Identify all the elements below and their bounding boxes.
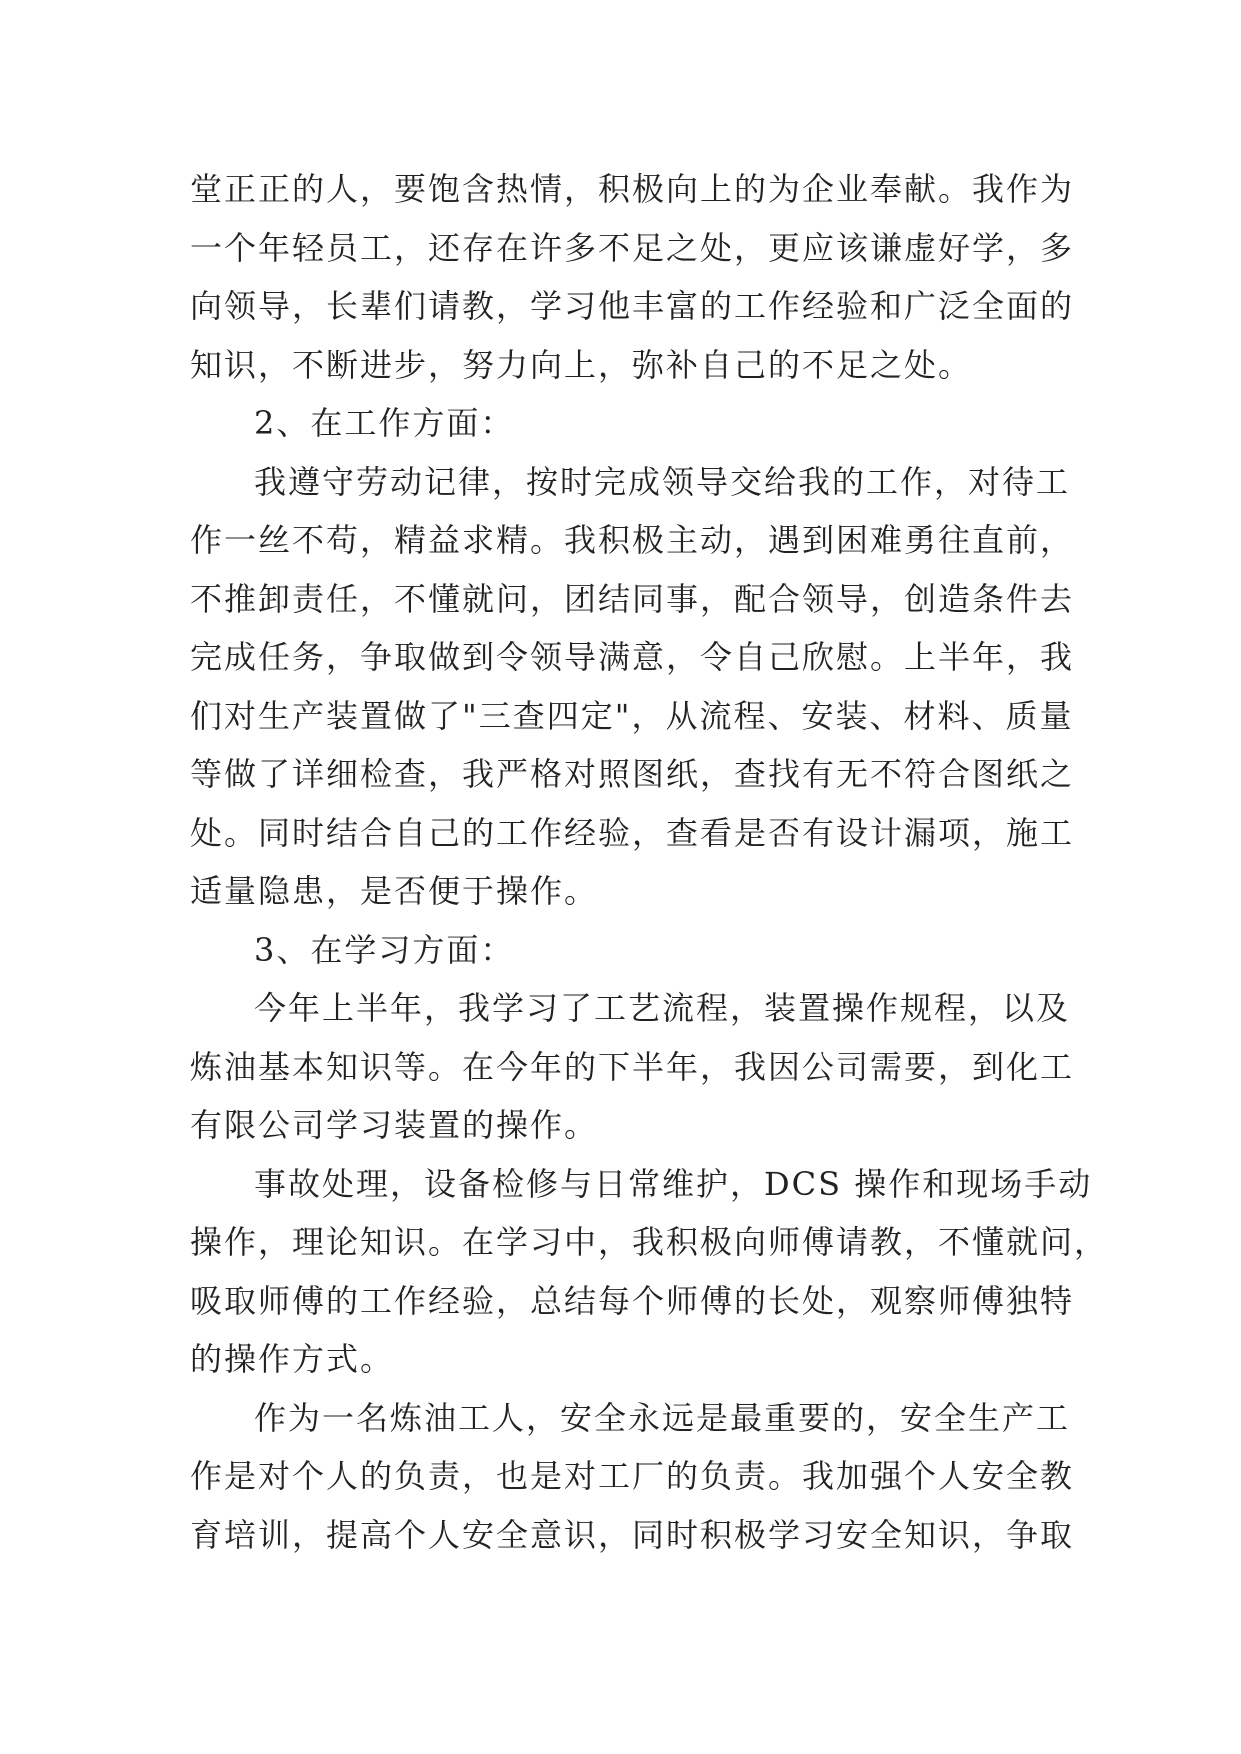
text-line: 炼油基本知识等。在今年的下半年，我因公司需要，到化工	[190, 1047, 1075, 1086]
text-line: 向领导，长辈们请教，学习他丰富的工作经验和广泛全面的	[190, 287, 1075, 325]
text-line: 处。同时结合自己的工作经验，查看是否有设计漏项，施工	[190, 813, 1075, 852]
text-line: 今年上半年，我学习了工艺流程，装置操作规程，以及	[254, 989, 1071, 1027]
text-line: 我遵守劳动记律，按时完成领导交给我的工作，对待工	[254, 462, 1071, 501]
paragraph-p3	[190, 453, 1075, 921]
paragraph-p7	[190, 1389, 1075, 1565]
paragraph-p5	[190, 979, 1075, 1155]
text-line: 事故处理，设备检修与日常维护，DCS 操作和现场手动	[254, 1164, 1093, 1203]
text-line: 的操作方式。	[190, 1340, 395, 1378]
text-line: 等做了详细检查，我严格对照图纸，查找有无不符合图纸之	[190, 755, 1075, 793]
paragraph-p6	[190, 1155, 1109, 1389]
text-line: 有限公司学习装置的操作。	[190, 1106, 599, 1144]
text-line: 适量隐患，是否便于操作。	[190, 872, 599, 910]
text-line: 育培训，提高个人安全意识，同时积极学习安全知识，争取	[190, 1515, 1075, 1554]
text-line: 不推卸责任，不懂就问，团结同事，配合领导，创造条件去	[190, 579, 1075, 618]
text-line: 操作，理论知识。在学习中，我积极向师傅请教，不懂就问，	[190, 1223, 1109, 1261]
section-heading-work	[190, 394, 1050, 453]
text-line: 一个年轻员工，还存在许多不足之处，更应该谦虚好学，多	[190, 228, 1075, 267]
paragraph-p1	[190, 160, 1075, 394]
text-line: 们对生产装置做了"三查四定"，从流程、安装、材料、质量	[190, 696, 1074, 735]
text-line: 堂正正的人，要饱含热情，积极向上的为企业奉献。我作为	[190, 170, 1075, 208]
text-line: 知识，不断进步，努力向上，弥补自己的不足之处。	[190, 345, 973, 384]
heading-text: 2、在工作方面：	[254, 404, 515, 442]
text-line: 吸取师傅的工作经验，总结每个师傅的长处，观察师傅独特	[190, 1281, 1075, 1320]
section-heading-study	[190, 921, 1050, 980]
text-line: 作为一名炼油工人，安全永远是最重要的，安全生产工	[254, 1398, 1071, 1437]
text-line: 作一丝不苟，精益求精。我积极主动，遇到困难勇往直前，	[190, 521, 1075, 559]
document-body	[190, 160, 1109, 1564]
heading-text: 3、在学习方面：	[254, 930, 515, 969]
text-line: 完成任务，争取做到令领导满意，令自己欣慰。上半年，我	[190, 638, 1075, 676]
text-line: 作是对个人的负责，也是对工厂的负责。我加强个人安全教	[190, 1457, 1075, 1495]
